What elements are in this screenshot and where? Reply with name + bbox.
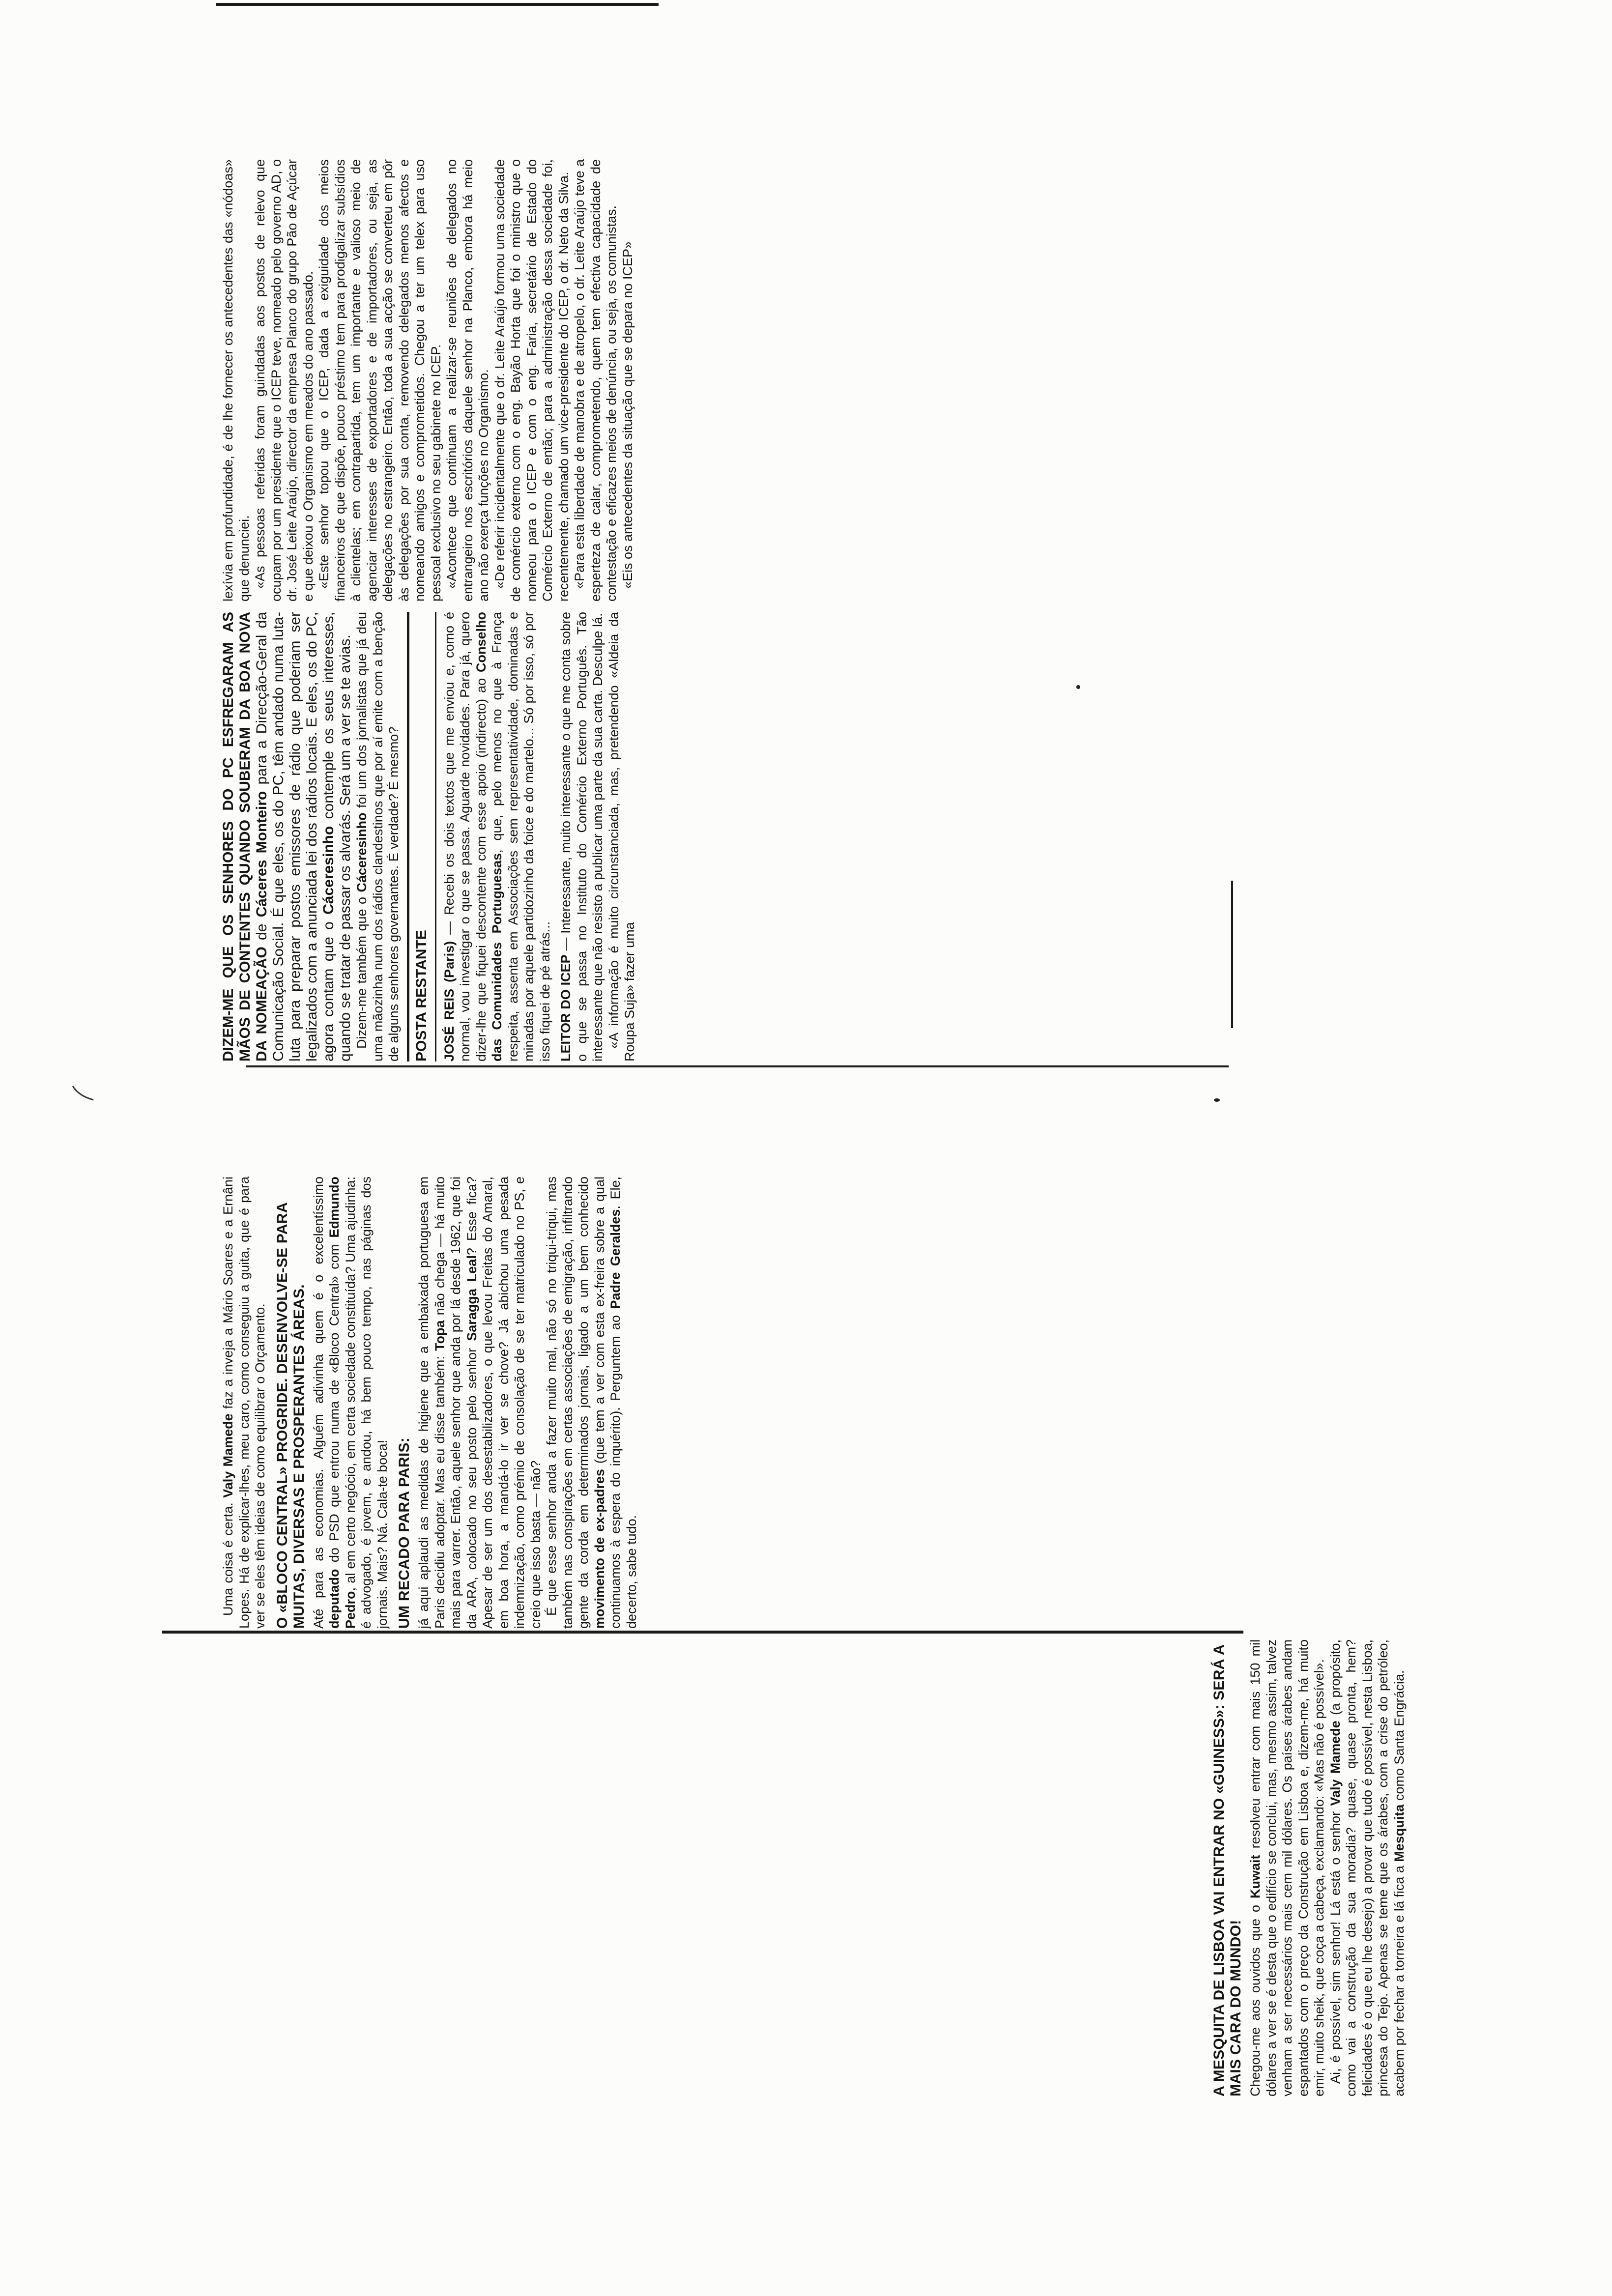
paragraph: «A informação é muito circunstanciada, mas, pretendendo «Aldeia da Roupa Suja» fazer uma [606,612,637,1062]
paragraph: É que esse senhor anda a fazer muito mal, não só no triqui-triqui, mas também nas conspirações em certas associações de emigração, infiltrando gente da corda em determinados jornais, ligado a um bem conhecido movimento de ex-padres (que tem a ver com esta ex-freira sobre a qual continuamos à espera do inquérito). Perguntem ao Padre Geraldes. Ele, decerto, sabe tudo. [544,1177,639,1629]
paragraph: «Para esta liberdade de manobra e de atropelo, o dr. Leite Araújo teve a esperteza de calar, comprometendo, quem tem efectiva capacidade de contestação e eficazes meios de denúncia, ou seja, os comunistas. [572,159,619,602]
scan-speck [1076,685,1080,689]
paragraph: Dizem-me também que o Cáceresinho foi um dos jornalistas que já deu uma mãozinha num dos rádios clandestinos que por aí emite com a benção de alguns senhores governantes. É verdade? É mesmo? [354,612,401,1062]
end-rule [1231,881,1233,1028]
section-rule [407,612,409,1062]
section-posta-restante: POSTA RESTANTE [413,930,430,1062]
paragraph: lexívia em profundidade, é de lhe fornecer os antecedentes das «nódoas» que denunciei. [221,159,252,602]
headline-bloco-central: O «BLOCO CENTRAL» PROGRIDE. DESENVOLVE-SE PARA MUITAS, DIVERSAS E PROSPERANTES ÁREAS. [274,1203,307,1629]
paragraph: «As pessoas referidas foram guindadas aos postos de relevo que ocupam por um presidente que o ICEP teve, nomeado pelo governo AD, o dr. José Leite Araújo, director da empresa Planco do grupo Pão de Açúcar e que deixou o Organismo em meados do ano passado. [253,159,316,602]
article-column-3 [220,612,1252,1062]
column-rule-2 [246,1065,1229,1067]
paragraph: Chegou-me aos ouvidos que o Kuwait resolveu entrar com mais 150 mil dólares a ver se é desta que o edifício se conclui, mas, mesmo assim, talvez venham a ser necessários mais cem mil dólares. Os países árabes andam espantados com o preço da Construção em Lisboa e, dizem-me, há muito emir, muito sheik, que coça a cabeça, exclamando: «Mas não é possível». [1248,1639,1326,2096]
paragraph: «Acontece que continuam a realizar-se reuniões de delegados no entrangeiro nos escritórios daquele senhor na Planco, embora há meio ano não exerça funções no Organismo. [444,159,491,602]
paragraph: já aqui aplaudi as medidas de higiene que a embaixada portuguesa em Paris decidiu adoptar. Mas eu disse também: Topa não chega — há muito mais para varrer. Então, aquele senhor que anda por lá desde 1962, que foi da ARA, colocado no seu posto pelo senhor Saragga Leal? Esse fica? Apesar de ser um dos desestabilizadores, o que levou Freitas do Amaral, em boa hora, a mandá-lo ir ver se chove? Já abichou uma pesada indemnização, como prémio de consolação de se ter matriculado no PS, e creio que isso basta — não? [416,1177,543,1629]
article-column-1 [1205,1639,1549,2096]
paragraph: Uma coisa é certa. Valy Mamede faz a inveja a Mário Soares e a Ernâni Lopes. Há de explicar-lhes, meu caro, como conseguiu a guita, que é para ver se eles têm ideias de como equilibrar o Orçamento. [221,1177,267,1629]
headline-dizem-me: DIZEM-ME QUE OS SENHORES DO PC ESFREGARAM AS MÃOS DE CONTENTES QUANDO SOUBERAM DA BOA NOVA DA NOMEAÇÃO de Cáceres Monteiro para a Direcção-Geral da Comunicação Social. É que eles, os do PC, têm andado numa luta-luta para preparar postos emissores de rádio que poderiam ser legalizados com a anunciada lei dos rádios locais. E eles, os do PC, agora contam que o Cáceresinho contemple os seus interesses, quando se tratar de passar os alvarás. Será um a ver se te avias. [220,612,353,1062]
page-edge-rule [216,3,659,6]
article-column-2 [220,1177,1228,1629]
paragraph: LEITOR DO ICEP — Interessante, muito interessante o que me conta sobre o que se passa no Instituto do Comércio Externo Português. Tão interessante que não resisto a publicar uma parte da sua carta. Desculpe lá. [558,612,605,1062]
column-rule-1 [162,1631,1243,1634]
paragraph: «Eis os antecedentes da situação que se depara no ICEP» [620,241,635,589]
headline-mesquita: A MESQUITA DE LISBOA VAI ENTRAR NO «GUINESS»: SERÁ A MAIS CARA DO MUNDO! [1211,1644,1244,2096]
paragraph: «De referir incidentalmente que o dr. Leite Araújo formou uma sociedade de comércio externo com o eng. Bayão Horta que foi o ministro que o nomeou para o ICEP e com o eng. Faria, secretário de Estado do Comércio Externo de então; para a administração dessa sociedade foi, recentemente, chamado um vice-presidente do ICEP, o dr. Neto da Silva. [492,159,571,602]
section-underline [435,612,436,1062]
headline-recado-paris: UM RECADO PARA PARIS: [396,1437,412,1629]
paragraph: Até para as economias. Alguém adivinha quem é o excelentíssimo deputado do PSD que entrou numa de «Bloco Central» com Edmundo Pedro, al em certo negócio, em certa sociedade constituída? Uma ajudinha: é advogado, é jovem, e andou, há bem pouco tempo, nas páginas dos jornais. Mais? Ná. Cala-te boca! [311,1177,390,1629]
scan-speck [1214,1098,1220,1102]
paragraph: JOSÉ REIS (Paris) — Recebi os dois textos que me enviou e, como é normal, vou investigar o que se passa. Aguarde novidades. Para já, quero dizer-lhe que fiquei descontente com esse apoio (indirecto) ao Conselho das Comunidades Portuguesas, que, pelo menos no que à França respeita, assenta em Associações sem representatividade, dominadas e minadas por aquele partidozinho da foice e do martelo... Só por isso, só por isso fiquei de pé atrás... [441,612,552,1062]
paragraph: Ai, é possível, sim senhor! Lá está o senhor Valy Mamede (a propósito, como vai a construção da sua moradia? quase, quase pronta, hem? felicidades é o que eu lhe desejo) a provar que tudo é possível, nesta Lisboa, princesa do Tejo. Apenas se teme que os árabes, com a crise do petróleo, acabem por fechar a torneira e lá fica a Mesquita como Santa Engrácia. [1327,1639,1407,2096]
article-column-4 [220,159,1252,602]
stray-mark [69,1081,98,1106]
paragraph: «Este senhor topou que o ICEP, dada a exiguidade dos meios financeiros de que dispõe, pouco préstimo tem para prodigalizar subsídios à clientelas; em contrapartida, tem um importante e valioso meio de agenciar interesses de exportadores e de importadores, ou seja, as delegações no estrangeiro. Então, toda a sua acção se converteu em pôr às delegações por sua conta, removendo delegados menos afectos e nomeando amigos e comprometidos. Chegou a ter um telex para uso pessoal exclusivo no seu gabinete no ICEP. [317,159,443,602]
